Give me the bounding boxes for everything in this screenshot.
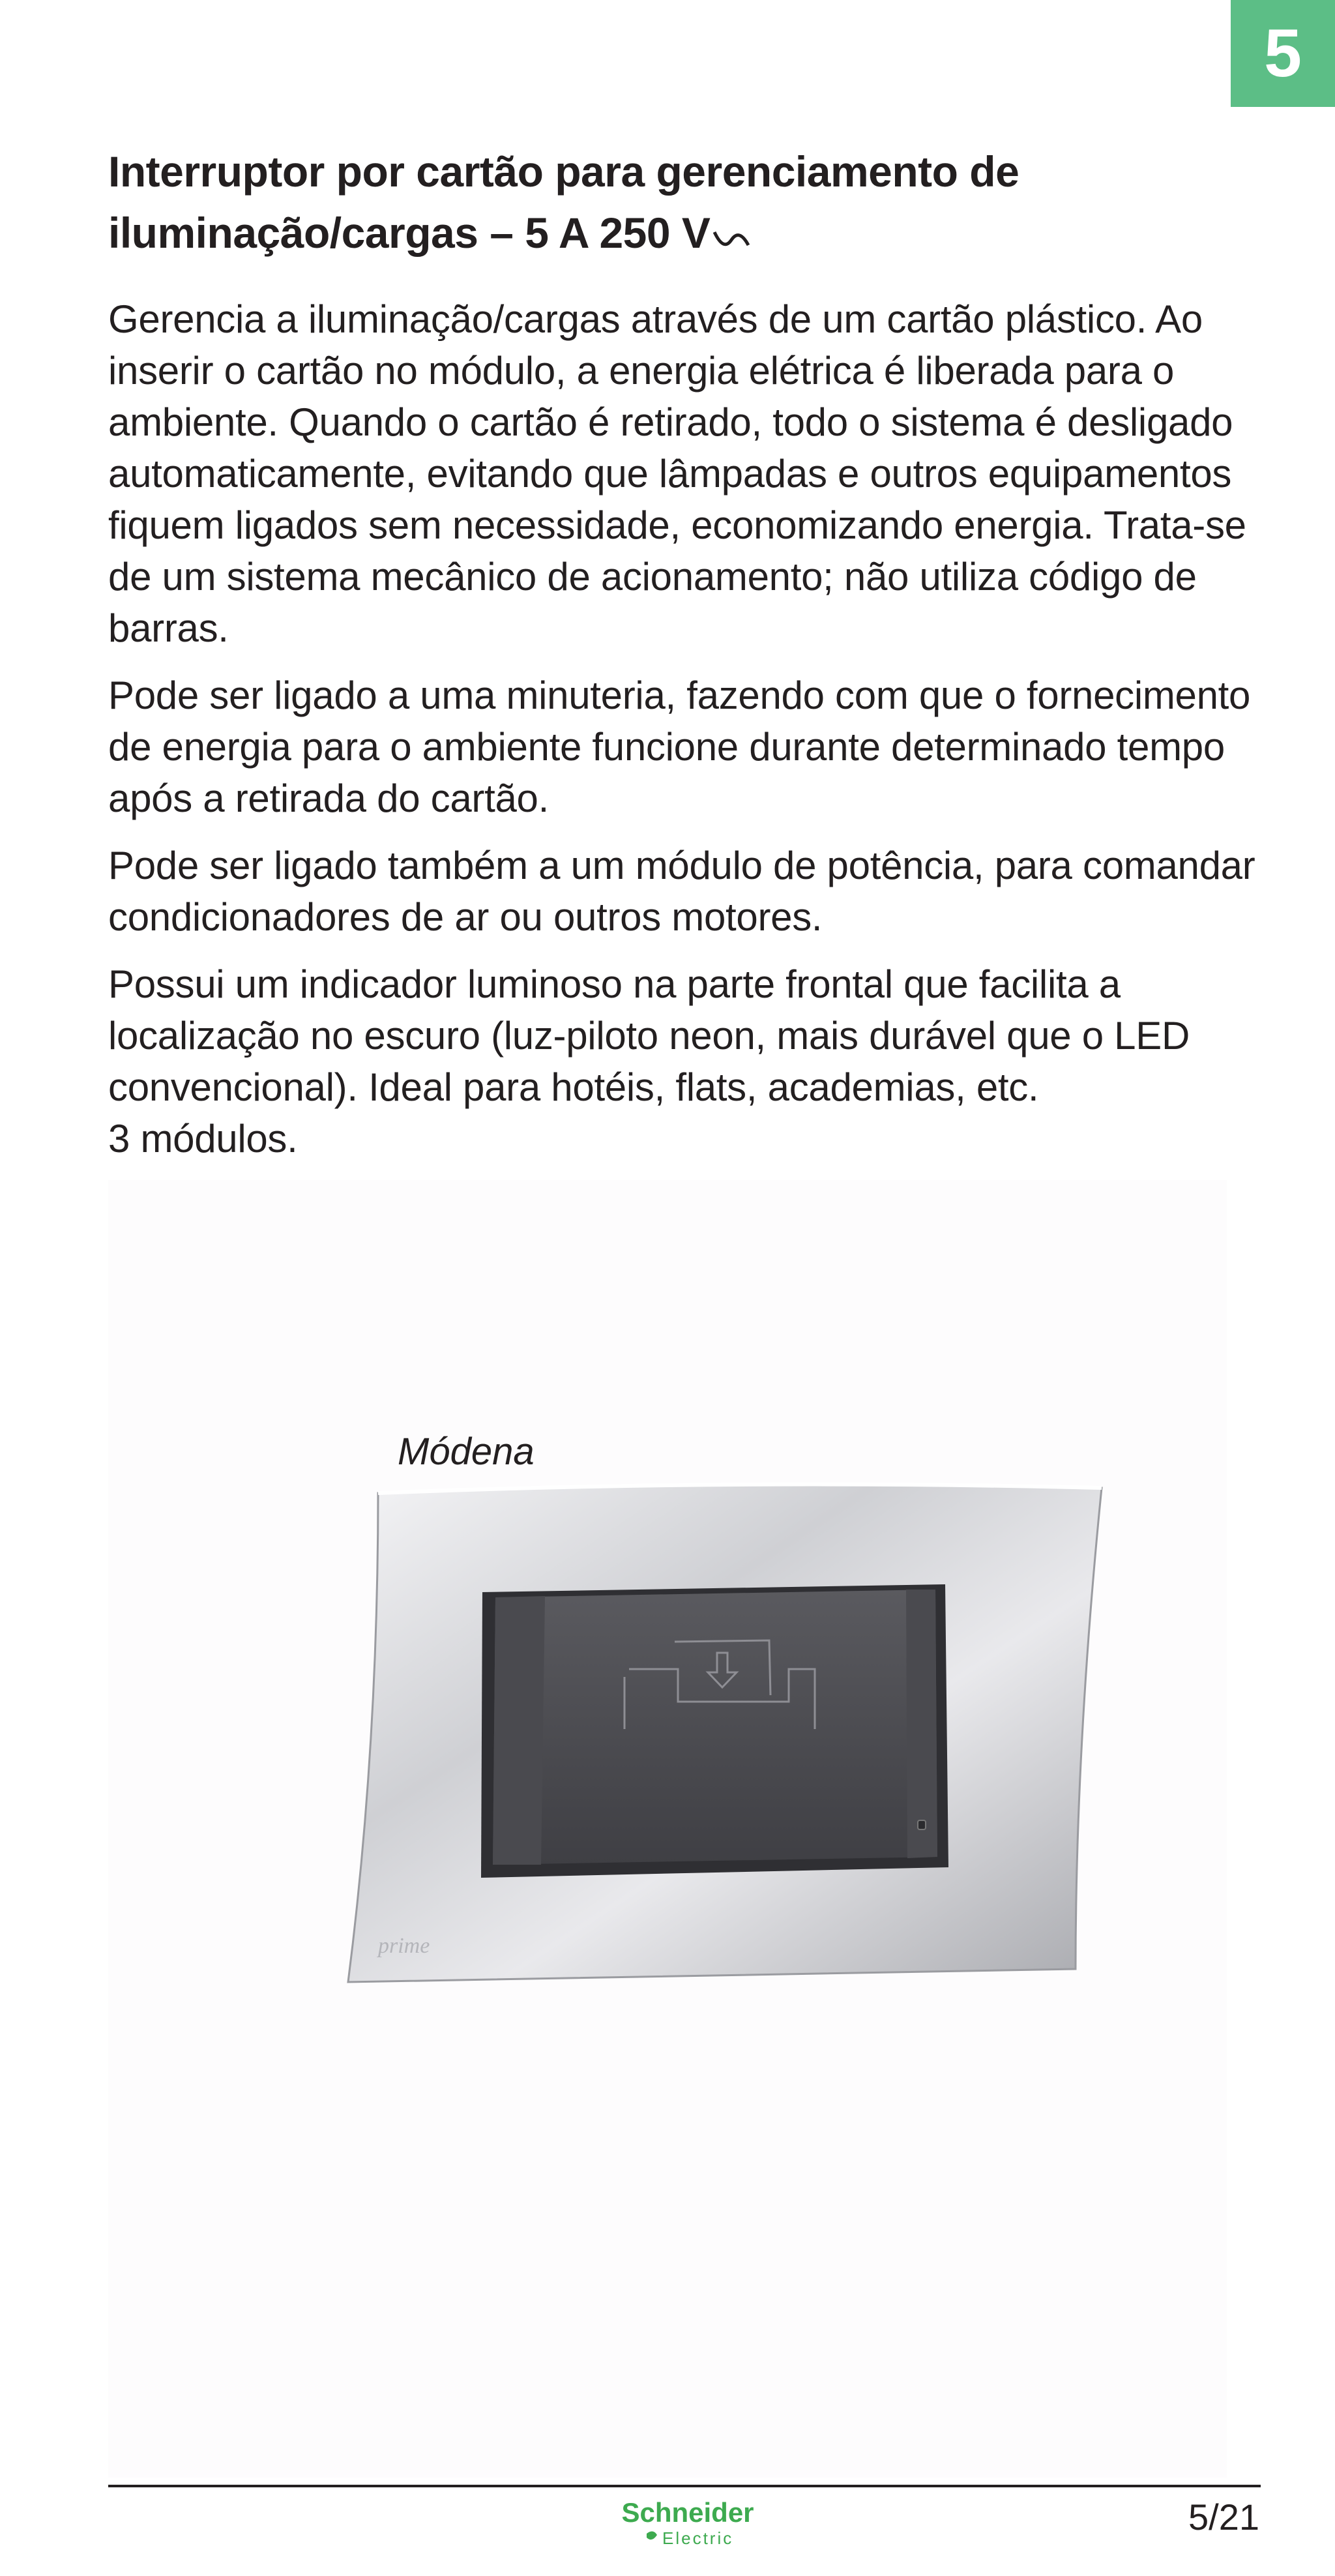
title-line-2: iluminação/cargas – 5 A 250 V <box>108 209 711 257</box>
paragraph-indicator: Possui um indicador luminoso na parte frontal que facilita a localização no escuro (luz-piloto neon, mais durável que o LED convencional). Ideal para hotéis, flats, academias, etc. <box>108 962 1190 1109</box>
page-number: 5/21 <box>1188 2496 1259 2538</box>
alternating-current-icon <box>712 206 750 267</box>
card-switch-photo <box>339 1473 1108 1995</box>
title-line-1: Interruptor por cartão para gerenciamento de <box>108 147 1020 196</box>
svg-text:Electric: Electric <box>662 2528 734 2548</box>
paragraph-modules: 3 módulos. <box>108 1117 298 1161</box>
indicator-light <box>918 1820 926 1829</box>
schneider-electric-logo <box>606 2497 769 2549</box>
description <box>108 293 1269 1180</box>
plate-brand-mark: prime <box>378 1934 430 1958</box>
page-title <box>108 141 1177 267</box>
module-left-lip <box>493 1596 545 1865</box>
paragraph-timer: Pode ser ligado a uma minuteria, fazendo com que o fornecimento de energia para o ambiente funcione durante determinado tempo após a retirada do cartão. <box>108 674 1251 820</box>
paragraph-power-module: Pode ser ligado também a um módulo de potência, para comandar condicionadores de ar ou outros motores. <box>108 844 1255 939</box>
paragraph-function: Gerencia a iluminação/cargas através de um cartão plástico. Ao inserir o cartão no módulo, a energia elétrica é liberada para o ambiente. Quando o cartão é retirado, todo o sistema é desligado automaticamente, evitando que lâmpadas e outros equipamentos fiquem ligados sem necessidade, economizando energia. Trata-se de um sistema mecânico de acionamento; não utiliza código de barras. <box>108 297 1246 650</box>
card-slot-module <box>493 1590 937 1865</box>
svg-text:Schneider: Schneider <box>621 2497 754 2528</box>
module-right-lip <box>906 1590 937 1858</box>
figure-caption: Módena <box>398 1430 535 1473</box>
chapter-number-tab: 5 <box>1231 0 1335 107</box>
footer-rule <box>108 2485 1261 2487</box>
